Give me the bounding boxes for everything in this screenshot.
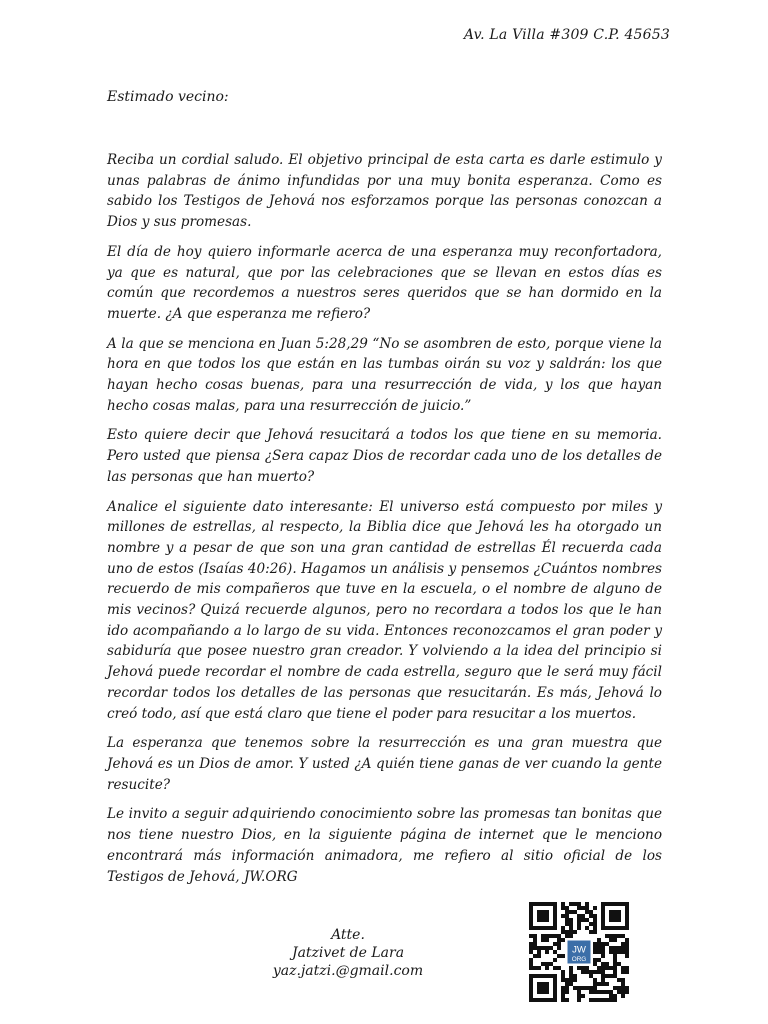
qr-finder-top-left <box>529 902 557 930</box>
qr-module <box>625 970 629 974</box>
qr-module <box>593 978 597 982</box>
qr-module <box>601 998 605 1002</box>
qr-module <box>593 926 597 930</box>
qr-module <box>569 934 573 938</box>
qr-module <box>617 950 621 954</box>
greeting: Estimado vecino: <box>107 89 229 105</box>
qr-module <box>613 950 617 954</box>
qr-module <box>589 986 593 990</box>
qr-module <box>625 938 629 942</box>
qr-module <box>577 998 581 1002</box>
qr-module <box>589 910 593 914</box>
qr-module <box>589 930 593 934</box>
qr-module <box>541 934 545 938</box>
qr-module <box>625 942 629 946</box>
qr-module <box>609 934 613 938</box>
qr-module <box>553 942 557 946</box>
qr-module <box>569 926 573 930</box>
qr-module <box>529 934 533 938</box>
qr-module <box>605 934 609 938</box>
qr-module <box>593 990 597 994</box>
paragraph-3: A la que se menciona en Juan 5:28,29 “No se asombren de esto, porque viene la hora en que todos los que están en las tumbas oirán su voz y saldrán: los que hayan hecho cosas buenas, para una resurrección de vida, y los que hayan hecho cosas malas, para una resurrección de juicio.” <box>107 335 662 414</box>
qr-module <box>533 934 537 938</box>
qr-module <box>561 998 565 1002</box>
qr-module <box>577 926 581 930</box>
qr-module <box>601 954 605 958</box>
qr-module <box>597 946 601 950</box>
qr-module <box>549 934 553 938</box>
qr-module <box>537 954 541 958</box>
qr-module <box>561 926 565 930</box>
qr-module <box>529 946 533 950</box>
qr-module <box>569 982 573 986</box>
qr-module <box>529 942 533 946</box>
qr-module <box>597 990 601 994</box>
qr-module <box>613 954 617 958</box>
paragraph-2: El día de hoy quiero informarle acerca de una esperanza muy reconfortadora, ya que es natural, que por las celebraciones que se llevan en estos días es común que recordemos a nuestros seres queridos que se han dormido en la muerte. ¿A que esperanza me refiero? <box>107 243 662 322</box>
qr-module <box>549 962 553 966</box>
qr-module <box>585 986 589 990</box>
qr-module <box>557 934 561 938</box>
qr-module <box>577 922 581 926</box>
qr-module <box>557 946 561 950</box>
qr-module <box>569 930 573 934</box>
qr-module <box>625 950 629 954</box>
qr-module <box>593 942 597 946</box>
qr-module <box>593 950 597 954</box>
qr-module <box>565 918 569 922</box>
qr-module <box>557 938 561 942</box>
qr-module <box>573 974 577 978</box>
closing: Atte. <box>331 927 365 943</box>
qr-finder-top-right <box>601 902 629 930</box>
qr-module <box>621 994 625 998</box>
qr-module <box>609 974 613 978</box>
qr-module <box>597 982 601 986</box>
qr-module <box>621 970 625 974</box>
qr-module <box>529 950 533 954</box>
qr-module <box>565 978 569 982</box>
qr-module <box>569 918 573 922</box>
qr-module <box>613 970 617 974</box>
paragraph-1: Reciba un cordial saludo. El objetivo principal de esta carta es darle estimulo y unas palabras de ánimo infundidas por una muy bonita esperanza. Como es sabido los Testigos de Jehová nos esforzamos porque las personas conozcan a Dios y sus promesas. <box>107 152 662 231</box>
qr-module <box>561 978 565 982</box>
qr-module <box>621 978 625 982</box>
qr-module <box>613 958 617 962</box>
qr-module <box>625 990 629 994</box>
qr-module <box>565 998 569 1002</box>
qr-module <box>593 946 597 950</box>
qr-module <box>565 930 569 934</box>
qr-module <box>553 950 557 954</box>
qr-module <box>597 958 601 962</box>
qr-module <box>621 966 625 970</box>
qr-module <box>545 950 549 954</box>
qr-module <box>577 966 581 970</box>
qr-module <box>569 966 573 970</box>
qr-module <box>593 930 597 934</box>
qr-module <box>613 998 617 1002</box>
qr-module <box>609 938 613 942</box>
qr-module <box>589 998 593 1002</box>
qr-module <box>569 970 573 974</box>
qr-module <box>597 950 601 954</box>
qr-module <box>597 970 601 974</box>
qr-module <box>621 942 625 946</box>
qr-module <box>601 946 605 950</box>
qr-module <box>577 918 581 922</box>
qr-module <box>593 986 597 990</box>
qr-module <box>581 966 585 970</box>
qr-module <box>621 990 625 994</box>
qr-module <box>617 990 621 994</box>
qr-module <box>537 950 541 954</box>
qr-module <box>581 994 585 998</box>
qr-module <box>545 938 549 942</box>
qr-module <box>585 910 589 914</box>
qr-module <box>545 946 549 950</box>
letter-body <box>107 150 662 896</box>
qr-module <box>605 998 609 1002</box>
qr-module <box>589 970 593 974</box>
qr-module <box>565 914 569 918</box>
jw-logo-icon <box>566 939 592 965</box>
qr-module <box>621 950 625 954</box>
qr-module <box>609 946 613 950</box>
qr-module <box>573 910 577 914</box>
qr-module <box>573 978 577 982</box>
qr-module <box>605 974 609 978</box>
qr-module <box>573 986 577 990</box>
qr-module <box>561 906 565 910</box>
jw-logo-text: JW <box>572 944 586 956</box>
qr-module <box>533 946 537 950</box>
qr-module <box>585 966 589 970</box>
qr-module <box>585 906 589 910</box>
qr-code[interactable] <box>529 902 629 1002</box>
qr-module <box>561 970 565 974</box>
qr-module <box>593 918 597 922</box>
qr-module <box>613 938 617 942</box>
qr-module <box>593 906 597 910</box>
qr-module <box>557 954 561 958</box>
qr-module <box>561 938 565 942</box>
qr-module <box>593 922 597 926</box>
qr-module <box>585 970 589 974</box>
qr-module <box>545 934 549 938</box>
qr-module <box>593 998 597 1002</box>
qr-module <box>573 902 577 906</box>
org-logo-text: ORG <box>571 955 587 963</box>
qr-module <box>585 918 589 922</box>
qr-module <box>597 998 601 1002</box>
qr-module <box>565 982 569 986</box>
qr-module <box>593 970 597 974</box>
qr-module <box>553 958 557 962</box>
qr-module <box>541 938 545 942</box>
qr-module <box>545 962 549 966</box>
qr-module <box>549 946 553 950</box>
qr-module <box>577 902 581 906</box>
qr-module <box>621 946 625 950</box>
qr-module <box>613 974 617 978</box>
qr-module <box>589 922 593 926</box>
qr-module <box>617 986 621 990</box>
qr-module <box>565 986 569 990</box>
qr-module <box>553 966 557 970</box>
qr-module <box>593 962 597 966</box>
qr-module <box>581 986 585 990</box>
qr-module <box>533 966 537 970</box>
qr-module <box>609 998 613 1002</box>
qr-module <box>561 914 565 918</box>
qr-module <box>581 906 585 910</box>
qr-module <box>605 942 609 946</box>
qr-module <box>545 966 549 970</box>
qr-module <box>601 978 605 982</box>
signer-name: Jatzivet de Lara <box>291 945 405 961</box>
qr-module <box>605 966 609 970</box>
qr-module <box>561 990 565 994</box>
qr-module <box>561 986 565 990</box>
qr-module <box>625 986 629 990</box>
qr-module <box>609 966 613 970</box>
qr-module <box>601 990 605 994</box>
qr-module <box>569 922 573 926</box>
qr-module <box>621 934 625 938</box>
qr-module <box>597 966 601 970</box>
qr-module <box>565 922 569 926</box>
qr-module <box>569 902 573 906</box>
qr-module <box>569 974 573 978</box>
paragraph-7: Le invito a seguir adquiriendo conocimiento sobre las promesas tan bonitas que nos tiene nuestro Dios, en la siguiente página de internet que le menciono encontrará más información animadora, me refiero al sitio oficial de los Testigos de Jehová, JW.ORG <box>107 806 662 885</box>
qr-module <box>573 930 577 934</box>
qr-module <box>597 942 601 946</box>
qr-module <box>561 930 565 934</box>
qr-module <box>581 970 585 974</box>
qr-module <box>597 938 601 942</box>
qr-module <box>537 966 541 970</box>
qr-module <box>581 918 585 922</box>
paragraph-4: Esto quiere decir que Jehová resucitará a todos los que tiene en su memoria. Pero usted que piensa ¿Sera capaz Dios de recordar cada uno de los detalles de las personas que han muerto? <box>107 427 662 485</box>
qr-module <box>529 962 533 966</box>
qr-module <box>613 962 617 966</box>
qr-module <box>609 990 613 994</box>
qr-module <box>529 958 533 962</box>
qr-module <box>589 914 593 918</box>
qr-module <box>561 974 565 978</box>
qr-module <box>561 994 565 998</box>
qr-module <box>601 974 605 978</box>
qr-module <box>585 902 589 906</box>
qr-module <box>617 946 621 950</box>
qr-finder-bottom-left <box>529 974 557 1002</box>
qr-module <box>609 994 613 998</box>
qr-module <box>533 938 537 942</box>
qr-module <box>561 902 565 906</box>
paragraph-5: Analice el siguiente dato interesante: El universo está compuesto por miles y millones de estrellas, al respecto, la Biblia dice que Jehová les ha otorgado un nombre y a pesar de que son una gran cantidad de estrellas Él recuerda cada uno de estos (Isaías 40:26). Hagamos un análisis y pensemos ¿Cuántos nombres recuerdo de mis compañeros que tuve en la escuela, o el nombre de alguno de mis vecinos? Quizá recuerde algunos, pero no recordara a todos los que le han ido acompañando a lo largo de su vida. Entonces reconozcamos el gran poder y sabiduría que posee nuestro gran creador. Y volviendo a la idea del principio si Jehová puede recordar el nombre de cada estrella, seguro que le será muy fácil recordar todos los detalles de las personas que resucitarán. Es más, Jehová lo creó todo, así que está claro que tiene el poder para resucitar a los muertos. <box>107 498 662 722</box>
qr-module <box>589 974 593 978</box>
qr-module <box>541 962 545 966</box>
qr-module <box>557 966 561 970</box>
qr-module <box>609 950 613 954</box>
qr-module <box>581 914 585 918</box>
qr-module <box>565 906 569 910</box>
qr-module <box>593 958 597 962</box>
qr-module <box>601 950 605 954</box>
qr-module <box>601 942 605 946</box>
qr-module <box>617 962 621 966</box>
qr-module <box>601 970 605 974</box>
sender-address: Av. La Villa #309 C.P. 45653 <box>463 27 670 43</box>
paragraph-6: La esperanza que tenemos sobre la resurrección es una gran muestra que Jehová es un Dios de amor. Y usted ¿A quién tiene ganas de ver cuando la gente resucite? <box>107 735 662 793</box>
qr-module <box>557 942 561 946</box>
qr-module <box>625 946 629 950</box>
qr-module <box>601 966 605 970</box>
qr-module <box>577 990 581 994</box>
qr-module <box>613 986 617 990</box>
qr-module <box>613 934 617 938</box>
qr-module <box>569 910 573 914</box>
qr-module <box>601 962 605 966</box>
signature-block <box>258 926 438 980</box>
qr-module <box>553 934 557 938</box>
qr-module <box>605 962 609 966</box>
qr-module <box>565 910 569 914</box>
qr-module <box>577 994 581 998</box>
qr-module <box>621 982 625 986</box>
qr-module <box>565 934 569 938</box>
qr-module <box>593 982 597 986</box>
qr-module <box>577 986 581 990</box>
qr-module <box>529 966 533 970</box>
qr-module <box>625 954 629 958</box>
signer-email: yaz.jatzi.@gmail.com <box>272 963 424 979</box>
qr-module <box>605 990 609 994</box>
qr-module <box>541 946 545 950</box>
qr-module <box>577 906 581 910</box>
qr-module <box>613 994 617 998</box>
qr-module <box>593 914 597 918</box>
qr-module <box>533 954 537 958</box>
qr-module <box>569 978 573 982</box>
qr-module <box>577 914 581 918</box>
qr-module <box>561 954 565 958</box>
qr-module <box>617 978 621 982</box>
qr-module <box>589 990 593 994</box>
qr-module <box>537 946 541 950</box>
qr-module <box>617 934 621 938</box>
qr-module <box>565 990 569 994</box>
qr-module <box>625 966 629 970</box>
qr-module <box>585 926 589 930</box>
qr-module <box>533 942 537 946</box>
qr-module <box>601 982 605 986</box>
qr-module <box>621 986 625 990</box>
qr-module <box>613 966 617 970</box>
qr-module <box>605 982 609 986</box>
qr-module <box>613 946 617 950</box>
